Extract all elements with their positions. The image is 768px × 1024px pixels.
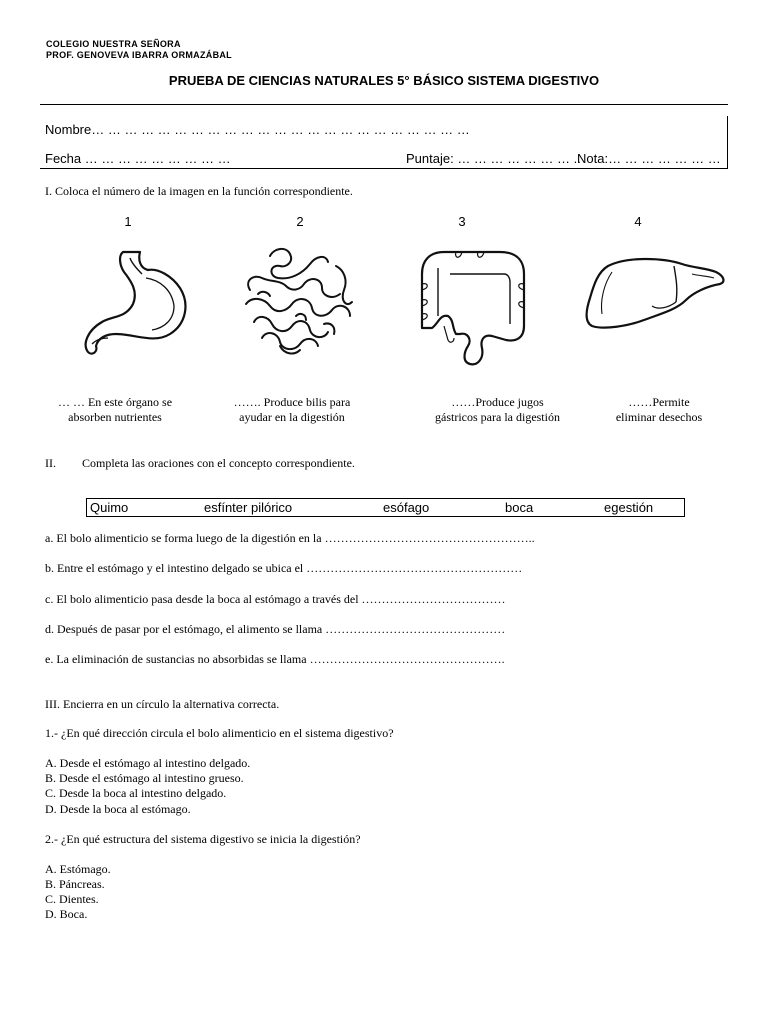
word-bank bbox=[86, 498, 685, 517]
teacher-name: PROF. GENOVEVA IBARRA ORMAZÁBAL bbox=[46, 50, 232, 60]
function-caption-3-line2: gástricos para la digestión bbox=[435, 410, 560, 424]
function-caption-2 bbox=[212, 395, 372, 425]
date-field[interactable]: Fecha … … … … … … … … … bbox=[45, 151, 231, 166]
small-intestine-icon bbox=[240, 246, 360, 360]
question-1-option-b[interactable]: B. Desde el estómago al intestino grueso. bbox=[45, 771, 244, 785]
sentence-d[interactable]: d. Después de pasar por el estómago, el alimento se llama ……………………………………… bbox=[45, 622, 506, 636]
image-number-3: 3 bbox=[458, 214, 466, 229]
question-1-option-c[interactable]: C. Desde la boca al intestino delgado. bbox=[45, 786, 227, 800]
question-2-option-a[interactable]: A. Estómago. bbox=[45, 862, 111, 876]
image-number-2: 2 bbox=[296, 214, 304, 229]
name-field[interactable]: Nombre… … … … … … … … … … … … … … … … … … … … … … … bbox=[45, 122, 470, 137]
function-caption-2-line2: ayudar en la digestión bbox=[239, 410, 345, 424]
sentence-b[interactable]: b. Entre el estómago y el intestino delgado se ubica el ……………………………………………… bbox=[45, 561, 523, 575]
section1-instruction: I. Coloca el número de la imagen en la función correspondiente. bbox=[45, 184, 353, 198]
section2-number: II. bbox=[45, 456, 56, 470]
image-number-4: 4 bbox=[634, 214, 642, 229]
stomach-icon bbox=[76, 248, 196, 368]
function-caption-1-line1: … … En este órgano se bbox=[57, 395, 173, 409]
function-caption-3 bbox=[410, 395, 585, 425]
function-caption-2-line1: ……. Produce bilis para bbox=[233, 395, 351, 409]
function-caption-4-line2: eliminar desechos bbox=[615, 410, 703, 424]
sentence-e[interactable]: e. La eliminación de sustancias no absorbidas se llama …………………………………………. bbox=[45, 652, 505, 666]
title-divider bbox=[40, 104, 728, 105]
large-intestine-icon bbox=[408, 244, 532, 372]
function-caption-1 bbox=[40, 395, 190, 425]
question-1-option-d[interactable]: D. Desde la boca al estómago. bbox=[45, 802, 191, 816]
function-caption-3-line1: ……Produce jugos bbox=[451, 395, 544, 409]
section2-instruction: Completa las oraciones con el concepto correspondiente. bbox=[82, 456, 355, 470]
school-name: COLEGIO NUESTRA SEÑORA bbox=[46, 39, 181, 49]
word-bank-item: Quimo bbox=[90, 500, 129, 515]
question-2-option-d[interactable]: D. Boca. bbox=[45, 907, 88, 921]
sentence-a[interactable]: a. El bolo alimenticio se forma luego de la digestión en la …………………………………………….. bbox=[45, 531, 535, 545]
question-2-option-b[interactable]: B. Páncreas. bbox=[45, 877, 105, 891]
word-bank-item: egestión bbox=[604, 500, 654, 515]
liver-icon bbox=[582, 254, 728, 334]
word-bank-item: esfínter pilórico bbox=[204, 500, 293, 515]
section3-instruction: III. Encierra en un círculo la alternativa correcta. bbox=[45, 697, 280, 711]
word-bank-item: boca bbox=[505, 500, 534, 515]
question-2-option-c[interactable]: C. Dientes. bbox=[45, 892, 99, 906]
question-2: 2.- ¿En qué estructura del sistema digestivo se inicia la digestión? bbox=[45, 832, 361, 846]
page-title: PRUEBA DE CIENCIAS NATURALES 5° BÁSICO SISTEMA DIGESTIVO bbox=[168, 73, 600, 88]
grade-field[interactable]: Nota:… … … … … … … bbox=[577, 151, 721, 166]
function-caption-1-line2: absorben nutrientes bbox=[68, 410, 162, 424]
function-caption-4 bbox=[596, 395, 722, 425]
word-bank-item: esófago bbox=[383, 500, 430, 515]
image-number-1: 1 bbox=[124, 214, 132, 229]
sentence-c[interactable]: c. El bolo alimenticio pasa desde la boca al estómago a través del ……………………………… bbox=[45, 592, 506, 606]
function-caption-4-line1: ……Permite bbox=[628, 395, 690, 409]
score-field[interactable]: Puntaje: … … … … … … … .. bbox=[406, 151, 581, 166]
question-1-option-a[interactable]: A. Desde el estómago al intestino delgado. bbox=[45, 756, 251, 770]
question-1: 1.- ¿En qué dirección circula el bolo alimenticio en el sistema digestivo? bbox=[45, 726, 394, 740]
